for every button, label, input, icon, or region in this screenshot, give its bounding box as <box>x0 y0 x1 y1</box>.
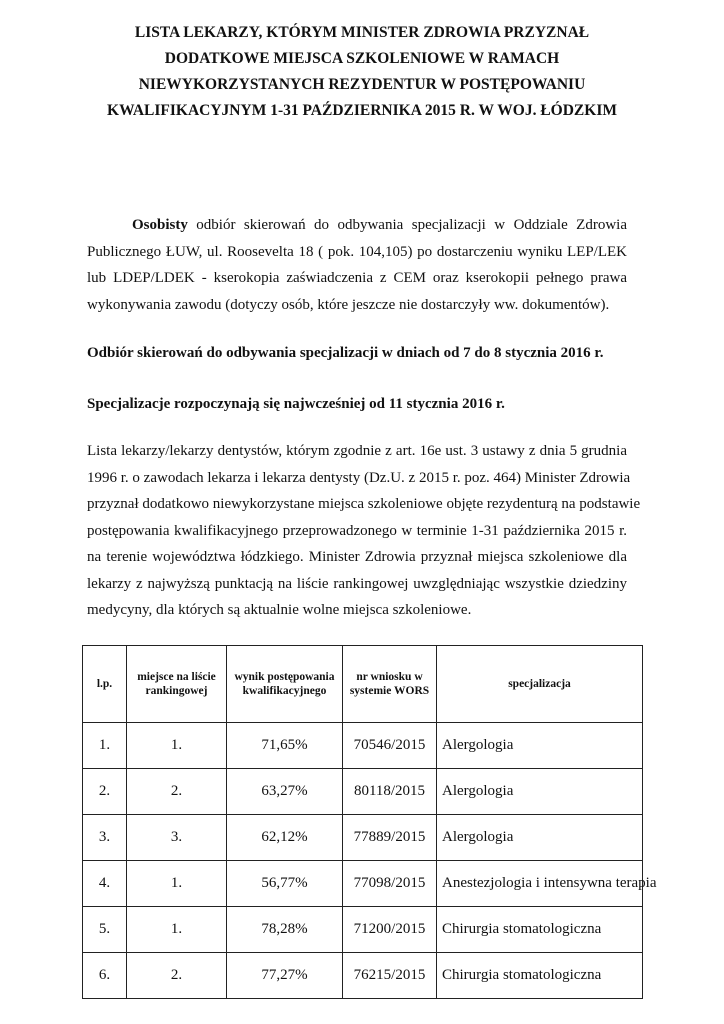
cell-ranking-place: 3. <box>127 815 227 861</box>
cell-result: 77,27% <box>227 953 343 999</box>
paragraph-line: lekarzy z najwyższą punktacją na liście rankingowej uwzględniając wszystkie dziedziny <box>87 575 627 592</box>
header-application-number: nr wniosku w systemie WORS <box>343 646 437 723</box>
header-qualification-result: wynik postępowania kwalifikacyjnego <box>227 646 343 723</box>
specialization-start-line: Specjalizacje rozpoczynają się najwcześniej od 11 stycznia 2016 r. <box>87 396 505 412</box>
cell-lp: 6. <box>83 953 127 999</box>
cell-ranking-place: 2. <box>127 769 227 815</box>
paragraph-line: postępowania kwalifikacyjnego przeprowadzonego w terminie 1-31 października 2015 r. <box>87 522 627 539</box>
cell-application-number: 76215/2015 <box>343 953 437 999</box>
table-row <box>83 861 643 907</box>
cell-application-number: 80118/2015 <box>343 769 437 815</box>
cell-ranking-place: 1. <box>127 907 227 953</box>
title-line: LISTA LEKARZY, KTÓRYM MINISTER ZDROWIA PRZYZNAŁ <box>134 24 590 41</box>
cell-specialization: Chirurgia stomatologiczna <box>437 907 643 953</box>
pickup-info-text: odbiór skierowań do odbywania specjalizacji w Oddziale Zdrowia Publicznego ŁUW, ul. Roosevelta 18 ( pok. 104,105) po dostarczeniu wyniku LEP/LEK lub LDEP/LDEK - kserokopia zaświadczenia z CEM oraz kserokopii pełnego prawa wykonywania zawodu (dotyczy osób, które jeszcze nie dostarczyły ww. dokumentów). <box>87 217 627 313</box>
table-row <box>83 953 643 999</box>
cell-ranking-place: 1. <box>127 723 227 769</box>
cell-application-number: 71200/2015 <box>343 907 437 953</box>
title-line: KWALIFIKACYJNYM 1-31 PAŹDZIERNIKA 2015 R. W WOJ. ŁÓDZKIM <box>107 102 617 119</box>
cell-lp: 4. <box>83 861 127 907</box>
cell-lp: 3. <box>83 815 127 861</box>
pickup-dates-line: Odbiór skierowań do odbywania specjalizacji w dniach od 7 do 8 stycznia 2016 r. <box>87 345 604 361</box>
title-line: DODATKOWE MIEJSCA SZKOLENIOWE W RAMACH <box>164 50 560 67</box>
paragraph-line: przyznał dodatkowo niewykorzystane miejsca szkoleniowe objęte rezydenturą na podstawie <box>87 496 641 512</box>
cell-result: 78,28% <box>227 907 343 953</box>
header-specialization: specjalizacja <box>437 646 643 723</box>
pickup-info-paragraph <box>87 212 627 318</box>
table-row <box>83 815 643 861</box>
document-title <box>60 20 664 124</box>
table-row <box>83 723 643 769</box>
table-header-row <box>83 646 643 723</box>
cell-specialization: Chirurgia stomatologiczna <box>437 953 643 999</box>
cell-specialization: Alergologia <box>437 723 643 769</box>
cell-specialization: Alergologia <box>437 815 643 861</box>
cell-result: 56,77% <box>227 861 343 907</box>
cell-lp: 5. <box>83 907 127 953</box>
pickup-info-bold-lead: Osobisty <box>132 217 188 233</box>
cell-ranking-place: 1. <box>127 861 227 907</box>
header-ranking-place: miejsce na liście rankingowej <box>127 646 227 723</box>
header-lp: l.p. <box>83 646 127 723</box>
cell-result: 62,12% <box>227 815 343 861</box>
paragraph-line: 1996 r. o zawodach lekarza i lekarza dentysty (Dz.U. z 2015 r. poz. 464) Minister Zdrowia <box>87 469 631 486</box>
cell-result: 71,65% <box>227 723 343 769</box>
cell-specialization: Alergologia <box>437 769 643 815</box>
cell-lp: 1. <box>83 723 127 769</box>
cell-ranking-place: 2. <box>127 953 227 999</box>
doctors-list-paragraph <box>87 438 641 624</box>
table-row <box>83 769 643 815</box>
cell-application-number: 77098/2015 <box>343 861 437 907</box>
paragraph-line: medycyny, dla których są aktualnie wolne miejsca szkoleniowe. <box>87 602 472 618</box>
cell-result: 63,27% <box>227 769 343 815</box>
paragraph-line: na terenie województwa łódzkiego. Minister Zdrowia przyznał miejsca szkoleniowe dla <box>87 549 627 565</box>
paragraph-line: Lista lekarzy/lekarzy dentystów, którym zgodnie z art. 16e ust. 3 ustawy z dnia 5 grudnia <box>87 443 627 459</box>
cell-application-number: 77889/2015 <box>343 815 437 861</box>
doctors-table <box>82 645 657 999</box>
title-line: NIEWYKORZYSTANYCH REZYDENTUR W POSTĘPOWANIU <box>138 76 586 93</box>
table-row <box>83 907 643 953</box>
cell-application-number: 70546/2015 <box>343 723 437 769</box>
cell-lp: 2. <box>83 769 127 815</box>
cell-specialization: Anestezjologia i intensywna terapia <box>437 861 643 907</box>
